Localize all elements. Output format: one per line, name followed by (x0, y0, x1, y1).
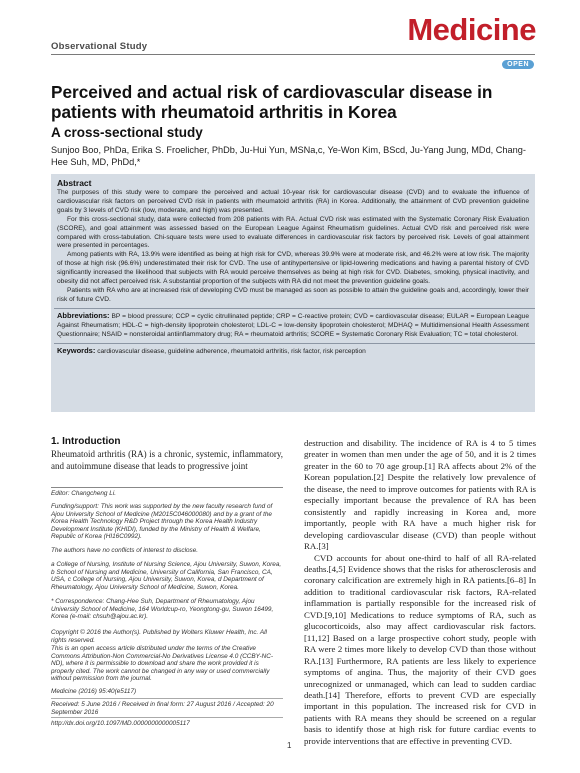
footnote-doi[interactable]: http://dx.doi.org/10.1097/MD.0000000000005117 (51, 720, 190, 727)
section-label: Observational Study (51, 41, 148, 52)
abstract-divider (54, 308, 535, 309)
abstract-paragraph: The purposes of this study were to compare the perceived and actual 10-year risk for cardiovascular disease (CVD) and to evaluate the influence of cardiovascular risk factors on perceived CVD risk in patients with rheumatoid arthritis (RA) in Korea. Additionally, the attainment of CVD prevention guideline goals by 3 levels of CVD risk (low, moderate, and high) was presented. (57, 189, 529, 214)
footnote-license: This is an open access article distributed under the terms of the Creative Commons Attribution-Non Commercial-No Derivatives License 4.0 (CCBY-NC-ND), where it is permissible to download and share the work provided it is properly cited. The work cannot be changed in any way or used commercially without permission from the journal. (51, 645, 273, 683)
introduction-paragraph: Rheumatoid arthritis (RA) is a chronic, systemic, inflammatory, and autoimmune disease that leads to progressive joint (51, 449, 283, 471)
abbreviations-text: BP = blood pressure; CCP = cyclic citrullinated peptide; CRP = C-reactive protein; CVD = cardiovascular disease; EULAR = European League Against Rheumatism; HDL-C = high-density lipoprotein cholesterol; LDL-C = low-density lipoprotein cholesterol; MDHAQ = Multidimensional Health Assessment Questionnaire; NSAID = nonsteroidal antiinflammatory drug; RA = rheumatoid arthritis; SCORE = Systematic Coronary Risk Evaluation; TC = total cholesterol. (57, 312, 529, 338)
abstract-paragraph: Patients with RA who are at increased risk of developing CVD must be managed as soon as possible to attain the guideline goals and, accordingly, lower their risk of future CVD. (57, 286, 529, 303)
abstract-box (51, 174, 535, 412)
footnote-correspondence: * Correspondence: Chang-Hee Suh, Department of Rheumatology, Ajou University School of Medicine, 164 Worldcup-ro, Yeongtong-gu, Suwon 16499, Korea (e-mail: chsuh@ajou.ac.kr). (51, 598, 274, 621)
keywords-label: Keywords: (57, 345, 96, 355)
journal-logo: Medicine (407, 12, 536, 47)
keywords-text: cardiovascular disease, guideline adherence, rheumatoid arthritis, risk factor, risk perception (97, 347, 366, 355)
abstract-heading: Abstract (57, 178, 92, 188)
footnote-copyright: Copyright © 2016 the Author(s). Published by Wolters Kluwer Health, Inc. All rights reserved. (51, 629, 267, 644)
footnote-editor: Editor: Changcheng Li. (51, 490, 117, 497)
introduction-heading: 1. Introduction (51, 436, 121, 447)
abstract-paragraph: For this cross-sectional study, data were collected from 208 patients with RA. Actual CVD risk was estimated with the Systematic Coronary Risk Evaluation (SCORE), and goal attainment was assessed based on the European League Against Rheumatism guidelines. Actual CVD risk and perceived risk were compared with cross-tabulation. Chi-square tests were used to evaluate differences in cardiovascular risk factors by perceived risk. Levels of goal attainment were presented in percentages. (57, 215, 529, 250)
abbreviations-label: Abbreviations: (57, 310, 110, 320)
article-title: Perceived and actual risk of cardiovascular disease in patients with rheumatoid arthritis in Korea (51, 82, 493, 122)
article-subtitle: A cross-sectional study (51, 125, 203, 140)
page-number: 1 (287, 741, 292, 750)
right-column (304, 438, 536, 747)
author-list: Sunjoo Boo, PhDa, Erika S. Froelicher, PhDb, Ju-Hui Yun, MSNa,c, Ye-Won Kim, BScd, Ju-Yang Jung, MDd, Chang-Hee Suh, MD, PhDd,* (51, 145, 526, 167)
body-paragraph: CVD accounts for about one-third to half of all RA-related deaths.[4,5] Evidence shows that the risks for atherosclerosis and coronary calcification are extremely high in RA patients.[6–8] In addition to traditional cardiovascular risk factors, RA-related inflammation is partially responsible for the increased risk of CVD.[9,10] Medications to reduce symptoms of RA, such as glucocorticoids, also may affect cardiovascular risk factors.[11,12] Based on a large prospective cohort study, people with RA were 2 times more likely to develop CVD than those without RA.[13] Furthermore, RA patients are less likely to experience symptoms of angina. Thus, the majority of their CVD goes unrecognized or unmanaged, which can lead to sudden cardiac death.[14] Therefore, efforts to prevent CVD are especially important in this population. The increased risk for CVD in patients with RA means they should be screened on a regular basis to identify those at high risk for future cardiac events to provide interventions that are effective in preventing CVD. (304, 552, 536, 746)
footnote-rule (51, 487, 283, 488)
body-paragraph: destruction and disability. The incidence of RA is 4 to 5 times greater in women than men under the age of 50, and it is 2 times greater in the 60 to 70 age group.[1] RA affects about 2% of the Korean population.[2] Despite the relatively low prevalence of the disease, the need to improve outcomes for patients with RA is especially important because the prevalence of RA has been consistently and rapidly increasing in Korea and, more importantly, people with RA have a much higher risk for developing cardiovascular disease (CVD) than people without RA.[3] (304, 438, 536, 552)
open-access-badge: OPEN (502, 60, 534, 69)
footnote-divider (51, 717, 283, 718)
footnote-conflicts: The authors have no conflicts of interest to disclose. (51, 547, 199, 554)
abstract-divider (54, 343, 535, 344)
footnote-dates: Received: 5 June 2016 / Received in final form: 27 August 2016 / Accepted: 20 September 2016 (51, 701, 274, 716)
footnote-divider (51, 698, 283, 699)
footnote-citation: Medicine (2016) 95:40(e5117) (51, 688, 137, 695)
abbreviations (57, 312, 529, 340)
footnote-funding: Funding/support: This work was supported by the new faculty research fund of Ajou University School of Medicine (M2015C046000080) and by a grant of the Korea Health Technology R&D Project through the Korea Health Industry Development Institute (KHIDI), funded by the Ministry of Health & Welfare, Republic of Korea (HI16C0992). (51, 503, 273, 541)
keywords (57, 347, 529, 357)
header-rule (51, 54, 535, 55)
footnote-affiliations: a College of Nursing, Institute of Nursing Science, Ajou University, Suwon, Korea, b School of Nursing and Medicine, University of California, San Francisco, CA, USA, c College of Nursing, Ajou University, Suwon, Korea, d Department of Rheumatology, Ajou University School of Medicine, Suwon, Korea. (51, 561, 282, 591)
abstract-paragraph: Among patients with RA, 13.9% were identified as being at high risk for CVD, whereas 39.9% were at moderate risk, and 46.2% were at low risk. The majority of those at high risk (96.6%) underestimated their risk for CVD. The use of antihypertensive or lipid-lowering medications and having a parental history of CVD significantly increased the likelihood that subjects with RA would perceive themselves as being at high risk for CVD. Diabetes, smoking, physical inactivity, and obesity did not affect perceived risk. A substantial proportion of the subjects with RA did not meet the prevention guideline goals. (57, 251, 529, 286)
